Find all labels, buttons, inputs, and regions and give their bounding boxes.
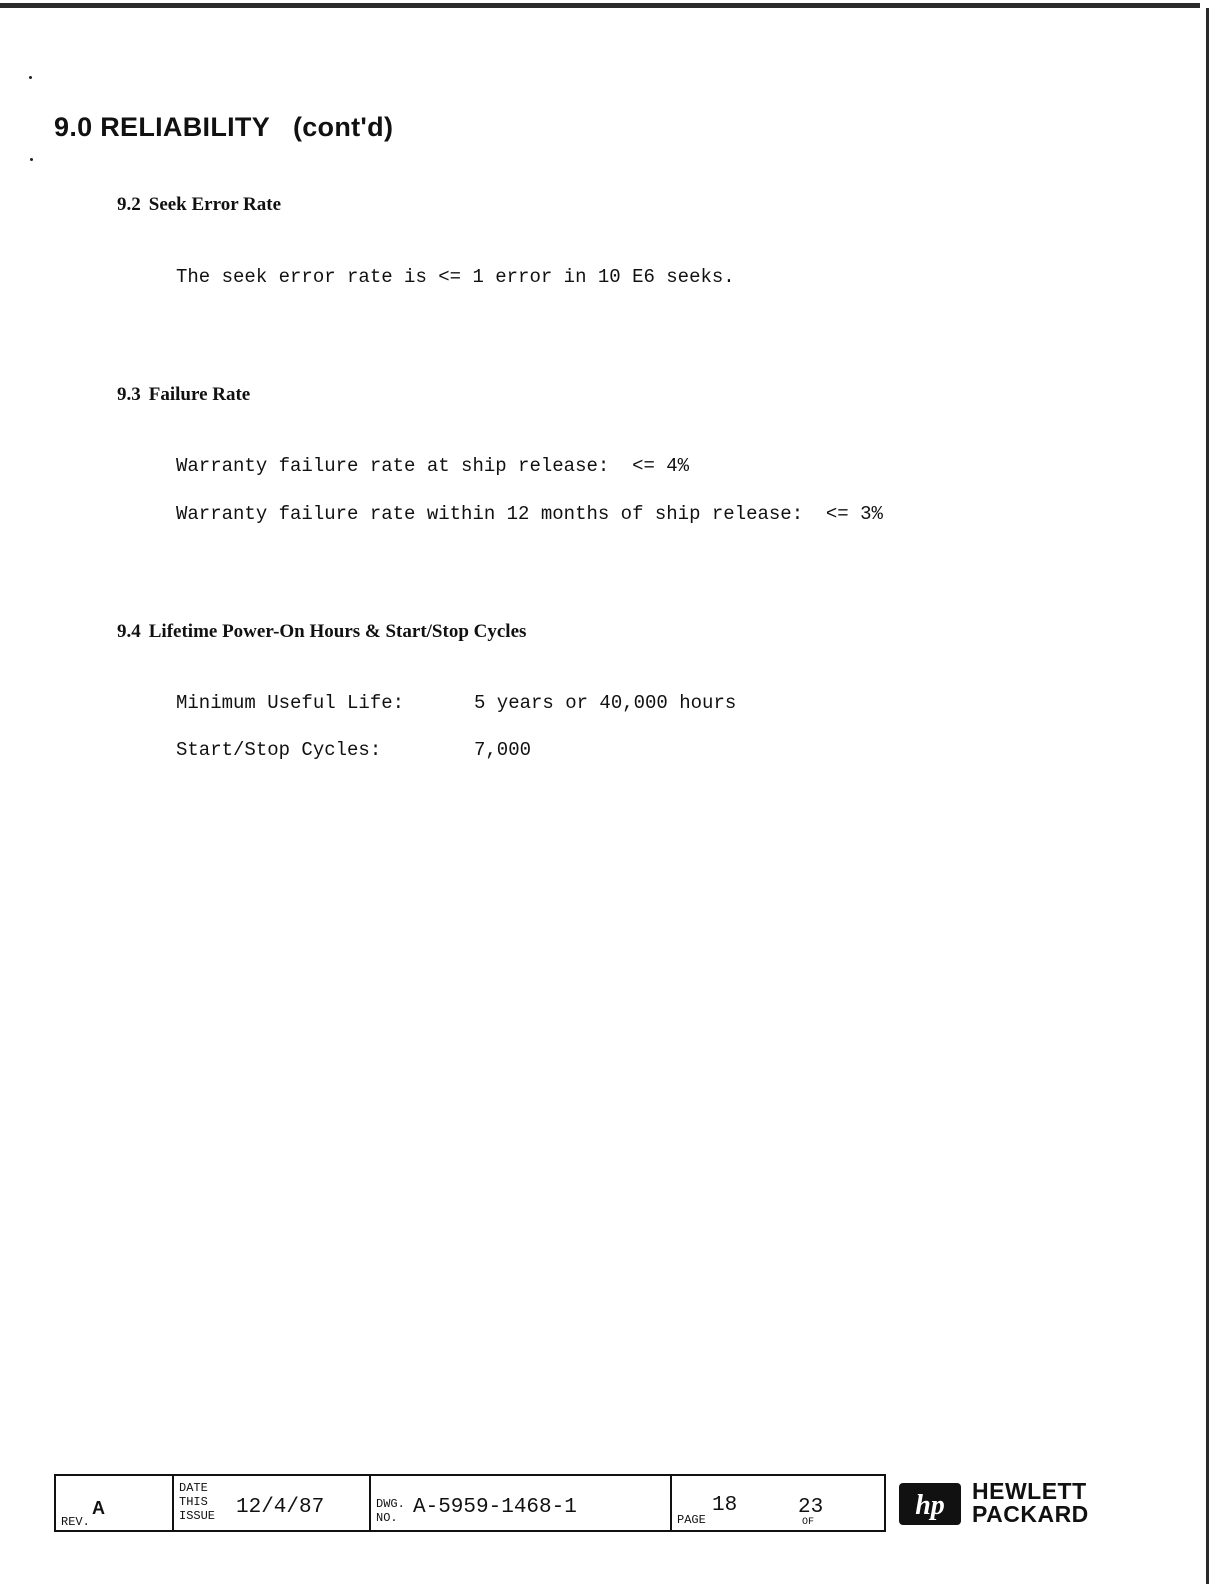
- start-stop-cycles-label: Start/Stop Cycles:: [176, 739, 382, 761]
- date-label: DATE: [179, 1481, 208, 1495]
- min-useful-life-label: Minimum Useful Life:: [176, 692, 405, 714]
- min-useful-life-value: 5 years or 40,000 hours: [474, 692, 737, 714]
- date-label: THIS: [179, 1495, 208, 1509]
- date-value: 12/4/87: [236, 1496, 325, 1519]
- failure-rate-ship-release: Warranty failure rate at ship release: <= 4%: [176, 455, 690, 477]
- page-cell: [672, 1476, 888, 1530]
- start-stop-cycles-value: 7,000: [474, 739, 532, 761]
- section-title: Seek Error Rate: [148, 194, 282, 215]
- section-heading-seek-error: [117, 194, 281, 216]
- section-number: 9.4: [117, 621, 141, 642]
- rev-cell: [56, 1476, 174, 1530]
- section-title: Lifetime Power-On Hours & Start/Stop Cycles: [148, 621, 527, 642]
- section-number: 9.2: [117, 194, 141, 215]
- page-total: 23: [798, 1496, 824, 1519]
- title-block: [54, 1474, 886, 1532]
- svg-text:hp: hp: [915, 1490, 945, 1521]
- scan-speck: [29, 76, 32, 79]
- hp-logo-icon: [898, 1482, 962, 1526]
- dwg-label: DWG.: [376, 1497, 405, 1511]
- date-cell: [174, 1476, 371, 1530]
- page-number: 18: [712, 1494, 738, 1517]
- drawing-number-cell: [371, 1476, 672, 1530]
- failure-rate-12-months: Warranty failure rate within 12 months of ship release: <= 3%: [176, 503, 883, 525]
- top-border-line: [0, 3, 1200, 8]
- section-title: Failure Rate: [148, 384, 251, 405]
- company-name-line: HEWLETT: [972, 1478, 1087, 1504]
- rev-value: A: [92, 1498, 105, 1518]
- section-heading-lifetime: [117, 621, 526, 643]
- company-name: [972, 1480, 1089, 1526]
- page-title: 9.0 RELIABILITY (cont'd): [54, 112, 394, 142]
- right-border-line: [1206, 8, 1209, 1584]
- drawing-number: A-5959-1468-1: [413, 1496, 577, 1519]
- dwg-label: NO.: [376, 1511, 398, 1525]
- scan-speck: [30, 158, 33, 161]
- date-label: ISSUE: [179, 1509, 216, 1523]
- company-name-line: PACKARD: [972, 1501, 1089, 1527]
- seek-error-text: The seek error rate is <= 1 error in 10 E6 seeks.: [176, 266, 735, 288]
- rev-label: REV.: [61, 1515, 90, 1529]
- section-heading-failure-rate: [117, 384, 250, 406]
- section-number: 9.3: [117, 384, 141, 405]
- page-label: PAGE: [677, 1513, 706, 1527]
- of-label: OF: [802, 1517, 815, 1528]
